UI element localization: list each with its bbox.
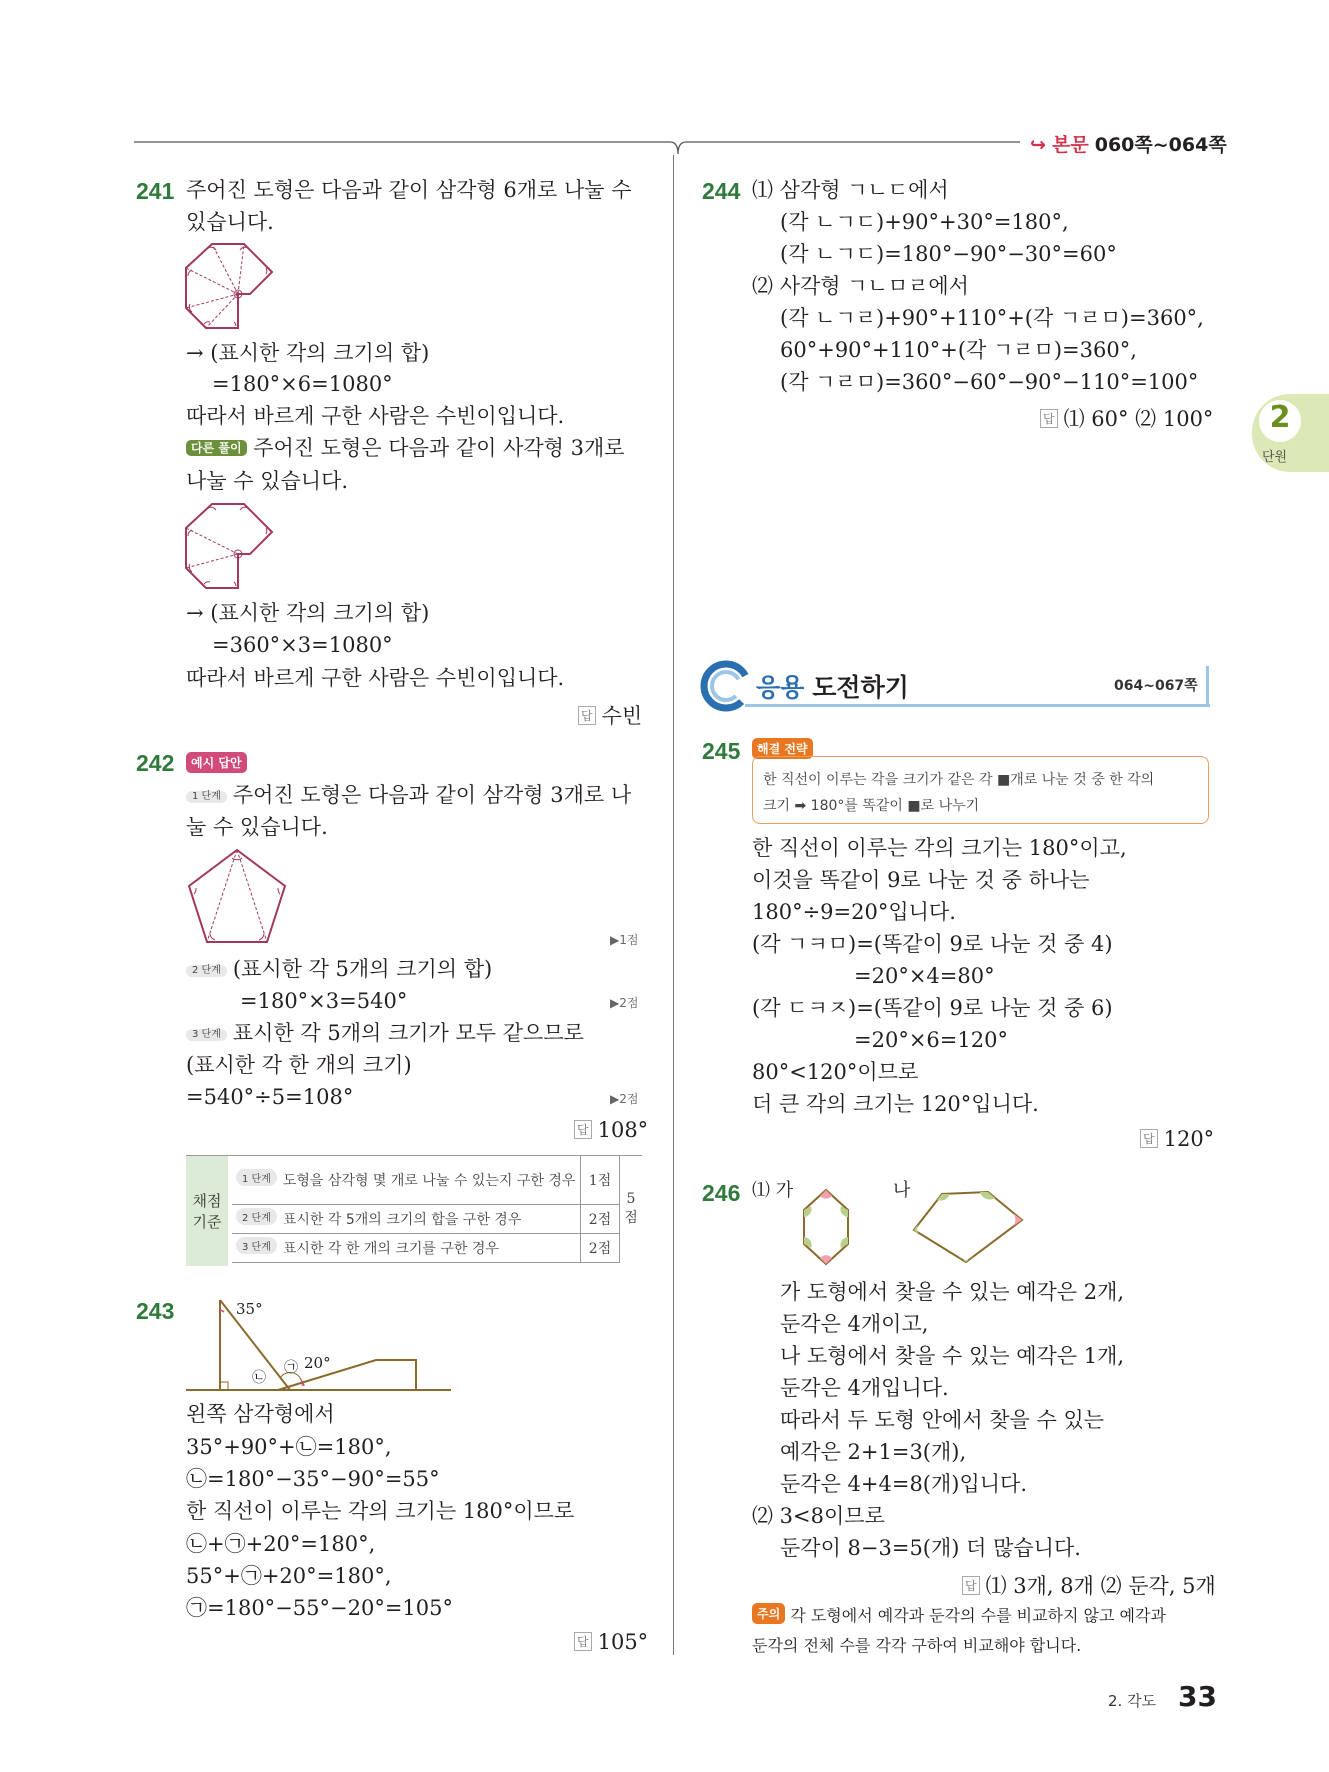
p241-answer (578, 700, 642, 730)
p242-point3: ▶2점 (610, 1092, 639, 1106)
p242-step3-c: =540°÷5=108° (186, 1085, 354, 1109)
p244-line2: (각 ㄴㄱㄷ)+90°+30°=180°, (780, 210, 1069, 234)
header-ref-pages: 060쪽~064쪽 (1094, 134, 1227, 156)
p243-line7: ㉠=180°−55°−20°=105° (186, 1596, 453, 1620)
p242-step1-cont: 눌 수 있습니다. (186, 815, 328, 839)
p244-line5: (각 ㄴㄱㄹ)+90°+110°+(각 ㄱㄹㅁ)=360°, (780, 306, 1204, 330)
p244-line7: (각 ㄱㄹㅁ)=360°−60°−90°−110°=100° (780, 370, 1199, 394)
p242-step2-text: (표시한 각 5개의 크기의 합) (232, 957, 493, 981)
p246-line4: 둔각은 4개입니다. (780, 1376, 949, 1400)
p242-answer-value: 108° (597, 1118, 649, 1142)
criteria-row (232, 1204, 642, 1233)
criteria-body (232, 1156, 642, 1263)
header-ref-label: 본문 (1051, 134, 1089, 156)
section-title-b: 도전하기 (812, 673, 909, 702)
p243-line1: 왼쪽 삼각형에서 (186, 1402, 335, 1426)
p244-line3: (각 ㄴㄱㄷ)=180°−90°−30°=60° (780, 242, 1117, 266)
p245-line1: 한 직선이 이루는 각의 크기는 180°이고, (752, 836, 1127, 860)
p244-line1: ⑴ 삼각형 ㄱㄴㄷ에서 (752, 178, 949, 202)
p243-line5: ㉡+㉠+20°=180°, (186, 1532, 376, 1556)
p246-line3: 나 도형에서 찾을 수 있는 예각은 1개, (780, 1344, 1125, 1368)
p242-step3 (186, 1023, 584, 1044)
p241-alt-text: 주어진 도형은 다음과 같이 사각형 3개로 (253, 436, 625, 460)
criteria-total: 5점 (624, 1191, 638, 1226)
p246-line7: 둔각은 4+4=8(개)입니다. (780, 1472, 1028, 1496)
p246-line6: 예각은 2+1=3(개), (780, 1440, 967, 1464)
problem-245-number: 245 (702, 738, 741, 764)
criteria-step-label: 2 단계 (236, 1208, 277, 1225)
p244-line6: 60°+90°+110°+(각 ㄱㄹㅁ)=360°, (780, 338, 1137, 362)
p241-alt-line1 (186, 438, 625, 459)
criteria-table (232, 1156, 642, 1263)
p241-line9: =360°×3=1080° (212, 633, 393, 657)
p243-line3: ㉡=180°−35°−90°=55° (186, 1467, 440, 1491)
p246-note-line1: 각 도형에서 예각과 둔각의 수를 비교하지 않고 예각과 (790, 1606, 1166, 1625)
p245-answer-value: 120° (1163, 1127, 1215, 1151)
criteria-score: 1점 (581, 1156, 620, 1204)
problem-241-number: 241 (136, 178, 175, 204)
footer-page-number: 33 (1178, 1680, 1217, 1713)
p241-line8: → (표시한 각의 크기의 합) (186, 601, 430, 625)
p246-line8: ⑵ 3<8이므로 (752, 1504, 885, 1528)
p245-line7: =20°×6=120° (854, 1028, 1008, 1052)
fig-angle-20: 20° (304, 1354, 331, 1372)
pentagon-na-figure (908, 1186, 1033, 1268)
criteria-text: 표시한 각 5개의 크기의 합을 구한 경우 (282, 1212, 522, 1228)
hexagon-ga-figure (796, 1186, 856, 1268)
step3-label: 3 단계 (186, 1029, 227, 1041)
criteria-score: 2점 (581, 1233, 620, 1262)
caution-tag: 주의 (752, 1603, 785, 1624)
strategy-tag: 해결 전략 (752, 738, 813, 759)
problem-246-number: 246 (702, 1180, 741, 1206)
chapter-tab-number: 2 (1269, 400, 1291, 435)
p241-line3: → (표시한 각의 크기의 합) (186, 341, 430, 365)
header-reference (1030, 130, 1227, 157)
section-rightbar (1206, 666, 1209, 706)
p243-line2: 35°+90°+㉡=180°, (186, 1435, 392, 1459)
octagon-quadrilaterals-figure (180, 498, 280, 594)
p246-line5: 따라서 두 도형 안에서 찾을 수 있는 (780, 1408, 1105, 1432)
section-underline (745, 704, 1210, 707)
p242-answer (574, 1118, 648, 1142)
step2-label: 2 단계 (186, 965, 227, 977)
p241-line1: 주어진 도형은 다음과 같이 삼각형 6개로 나눌 수 (186, 178, 632, 202)
angle-figure-243 (186, 1296, 456, 1396)
fig-label-g: ㉠ (284, 1360, 298, 1376)
problem-243-number: 243 (136, 1298, 175, 1324)
problem-242-number: 242 (136, 750, 175, 776)
p244-answer (1040, 403, 1213, 433)
fig-label-l: ㉡ (252, 1370, 266, 1386)
p242-step3-text: 표시한 각 5개의 크기가 모두 같으므로 (232, 1021, 584, 1045)
p242-point1: ▶1점 (610, 933, 639, 947)
return-arrow-icon: ↪ (1030, 134, 1046, 156)
column-divider (673, 155, 674, 1655)
p242-point2: ▶2점 (610, 996, 639, 1010)
p245-line9: 더 큰 각의 크기는 120°입니다. (752, 1092, 1039, 1116)
p241-line4: =180°×6=1080° (212, 372, 393, 396)
p245-line4: (각 ㄱㅋㅁ)=(똑같이 9로 나눈 것 중 4) (752, 932, 1113, 956)
p245-line5: =20°×4=80° (854, 964, 995, 988)
p242-step1-text: 주어진 도형은 다음과 같이 삼각형 3개로 나 (232, 783, 632, 807)
answer-mark: 답 (1040, 409, 1058, 428)
p242-step2-calc: =180°×3=540° (240, 989, 408, 1013)
section-title (756, 668, 909, 704)
criteria-step-label: 3 단계 (236, 1237, 277, 1254)
criteria-row (232, 1233, 642, 1262)
criteria-row (232, 1156, 642, 1204)
p246-fig-ga: ⑴ 가 (752, 1180, 794, 1201)
criteria-header (186, 1156, 228, 1266)
strategy-box (752, 756, 1209, 824)
answer-mark: 답 (574, 1120, 592, 1139)
p245-line8: 80°<120°이므로 (752, 1060, 919, 1084)
p246-fig-na: 나 (893, 1180, 911, 1201)
p241-line10: 따라서 바르게 구한 사람은 수빈이입니다. (186, 666, 565, 690)
p246-line9: 둔각이 8−3=5(개) 더 많습니다. (780, 1536, 1081, 1560)
criteria-text: 표시한 각 한 개의 크기를 구한 경우 (282, 1241, 499, 1257)
strategy-line2: 크기 ➡ 180°를 똑같이 ■로 나누기 (763, 798, 980, 814)
p241-line5: 따라서 바르게 구한 사람은 수빈이입니다. (186, 404, 565, 428)
p243-answer (574, 1630, 648, 1654)
answer-mark: 답 (962, 1576, 980, 1595)
p244-answer-value: ⑴ 60° ⑵ 100° (1063, 407, 1214, 431)
criteria-score: 2점 (581, 1204, 620, 1233)
fig-angle-35: 35° (236, 1300, 263, 1318)
p243-line6: 55°+㉠+20°=180°, (186, 1564, 392, 1588)
p241-line2: 있습니다. (186, 210, 274, 234)
p245-line6: (각 ㄷㅋㅈ)=(똑같이 9로 나눈 것 중 6) (752, 996, 1113, 1020)
criteria-text: 도형을 삼각형 몇 개로 나눌 수 있는지 구한 경우 (282, 1173, 576, 1190)
chapter-tab-label: 단원 (1262, 450, 1288, 465)
p246-answer-value: ⑴ 3개, 8개 ⑵ 둔각, 5개 (985, 1574, 1216, 1598)
answer-mark: 답 (578, 706, 596, 725)
p243-line4: 한 직선이 이루는 각의 크기는 180°이므로 (186, 1499, 575, 1523)
p246-note (752, 1603, 1166, 1626)
p246-line1: 가 도형에서 찾을 수 있는 예각은 2개, (780, 1280, 1125, 1304)
strategy-line1: 한 직선이 이루는 각을 크기가 같은 각 ■개로 나눈 것 중 한 각의 (763, 772, 1155, 788)
p246-line2: 둔각은 4개이고, (780, 1312, 929, 1336)
example-answer-tag: 예시 답안 (186, 752, 247, 773)
section-title-a: 응용 (756, 673, 805, 702)
answer-mark: 답 (574, 1632, 592, 1651)
problem-244-number: 244 (702, 178, 741, 204)
footer-chapter: 2. 각도 (1108, 1692, 1157, 1710)
step1-label: 1 단계 (186, 791, 227, 803)
p242-step2 (186, 959, 492, 980)
example-answer-tag-wrap (186, 752, 247, 774)
grading-criteria (186, 1155, 642, 1266)
p241-line7: 나눌 수 있습니다. (186, 469, 349, 493)
p244-line4: ⑵ 사각형 ㄱㄴㅁㄹ에서 (752, 274, 969, 298)
p246-answer (962, 1570, 1216, 1600)
p241-answer-value: 수빈 (601, 704, 643, 728)
criteria-header-text: 채점 기준 (192, 1192, 222, 1231)
criteria-step-label: 1 단계 (236, 1169, 277, 1186)
p242-step3-b: (표시한 각 한 개의 크기) (186, 1053, 412, 1077)
pentagon-figure (182, 846, 292, 946)
p245-answer (1140, 1127, 1214, 1151)
p245-line3: 180°÷9=20°입니다. (752, 900, 956, 924)
octagon-triangles-figure (180, 238, 280, 334)
alt-solution-tag: 다른 풀이 (186, 440, 247, 456)
p243-answer-value: 105° (597, 1630, 649, 1654)
p245-line2: 이것을 똑같이 9로 나눈 것 중 하나는 (752, 868, 1090, 892)
answer-mark: 답 (1140, 1129, 1158, 1148)
section-pages: 064~067쪽 (1114, 678, 1198, 694)
p246-note-line2: 둔각의 전체 수를 각각 구하여 비교해야 합니다. (752, 1636, 1082, 1655)
p242-step1 (186, 785, 631, 806)
